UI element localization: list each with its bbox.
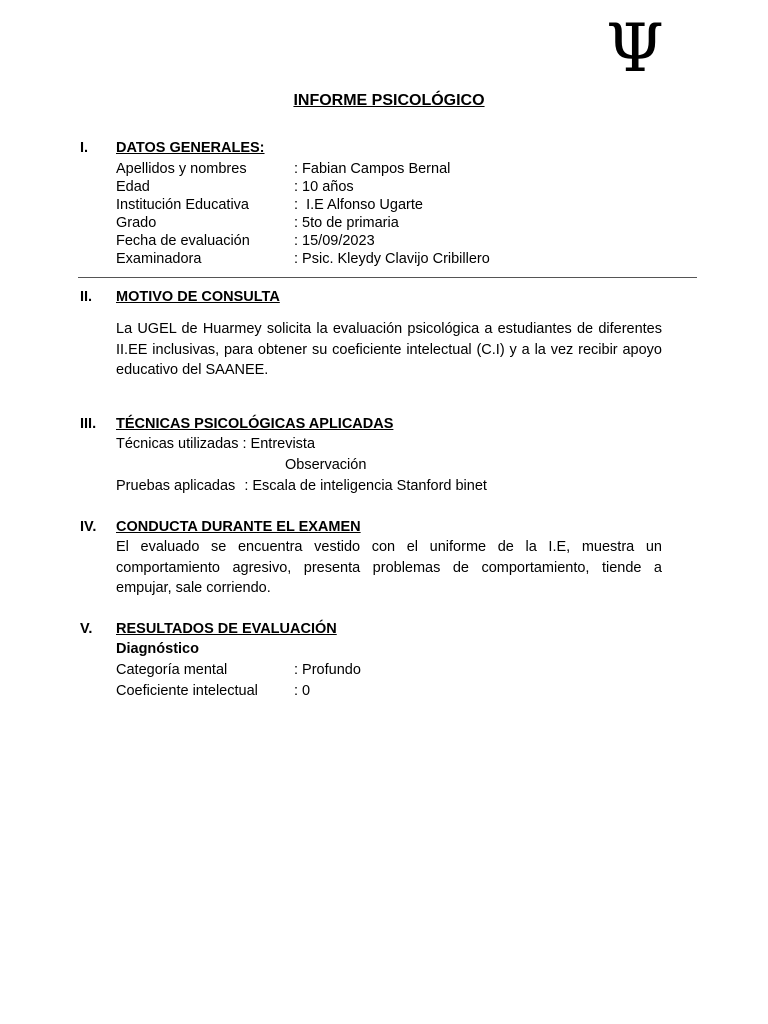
section-title: CONDUCTA DURANTE EL EXAMEN	[116, 519, 361, 535]
resultados-row	[116, 681, 662, 702]
field-label: Apellidos y nombres	[116, 161, 247, 177]
field-value: : Entrevista	[242, 436, 316, 452]
field-label: Edad	[116, 179, 150, 195]
field-value: : 0	[294, 683, 311, 699]
field-label: Categoría mental	[116, 662, 228, 678]
section-title: DATOS GENERALES:	[116, 140, 265, 156]
section-tecnicas	[80, 415, 662, 497]
conducta-paragraph: El evaluado se encuentra vestido con el uniforme de la I.E, muestra un comportamiento agresivo, presenta problemas de comportamiento, tiende a empujar, sale corriendo.	[116, 539, 662, 596]
section-resultados	[80, 620, 662, 702]
horizontal-divider	[78, 277, 697, 278]
datos-row	[116, 214, 662, 232]
section-datos-generales	[80, 139, 662, 268]
field-value: : Fabian Campos Bernal	[294, 161, 451, 177]
document-title: INFORME PSICOLÓGICO	[293, 92, 485, 109]
field-label: Pruebas aplicadas	[116, 478, 236, 494]
section-number: IV.	[80, 519, 97, 535]
section-number: III.	[80, 416, 97, 432]
psi-logo: Ψ	[606, 10, 664, 87]
section-title: RESULTADOS DE EVALUACIÓN	[116, 621, 337, 637]
field-label: Examinadora	[116, 251, 202, 267]
field-value: : Escala de inteligencia Stanford binet	[244, 478, 487, 494]
datos-row	[116, 160, 662, 178]
field-value-continued: Observación	[285, 457, 367, 473]
tecnicas-list	[116, 434, 662, 497]
datos-row	[116, 196, 662, 214]
field-label: Institución Educativa	[116, 197, 249, 213]
field-value: : I.E Alfonso Ugarte	[294, 197, 423, 213]
field-value: : 5to de primaria	[294, 215, 399, 231]
datos-row	[116, 178, 662, 196]
pruebas-row	[116, 476, 662, 497]
datos-row	[116, 232, 662, 250]
section-conducta	[80, 518, 662, 599]
resultados-list	[116, 639, 662, 702]
field-value: : Psic. Kleydy Clavijo Cribillero	[294, 251, 490, 267]
section-title: TÉCNICAS PSICOLÓGICAS APLICADAS	[116, 416, 394, 432]
field-value: : 15/09/2023	[294, 233, 375, 249]
section-title: MOTIVO DE CONSULTA	[116, 289, 280, 305]
section-number: II.	[80, 289, 93, 305]
tecnicas-row	[116, 434, 662, 455]
field-label: Coeficiente intelectual	[116, 683, 258, 699]
field-label: Grado	[116, 215, 157, 231]
section-number: I.	[80, 140, 89, 156]
datos-row	[116, 250, 662, 268]
field-label: Técnicas utilizadas	[116, 436, 239, 452]
field-value: : Profundo	[294, 662, 361, 678]
diagnostico-heading: Diagnóstico	[116, 641, 199, 657]
section-motivo-consulta	[80, 288, 662, 381]
motivo-paragraph: La UGEL de Huarmey solicita la evaluación psicológica a estudiantes de diferentes II.EE inclusivas, para obtener su coeficiente intelectual (C.I) y a la vez recibir apoyo educativo del SAANEE.	[116, 321, 662, 378]
section-number: V.	[80, 621, 93, 637]
datos-table	[116, 160, 662, 268]
field-value: : 10 años	[294, 179, 354, 195]
resultados-row	[116, 660, 662, 681]
field-label: Fecha de evaluación	[116, 233, 250, 249]
